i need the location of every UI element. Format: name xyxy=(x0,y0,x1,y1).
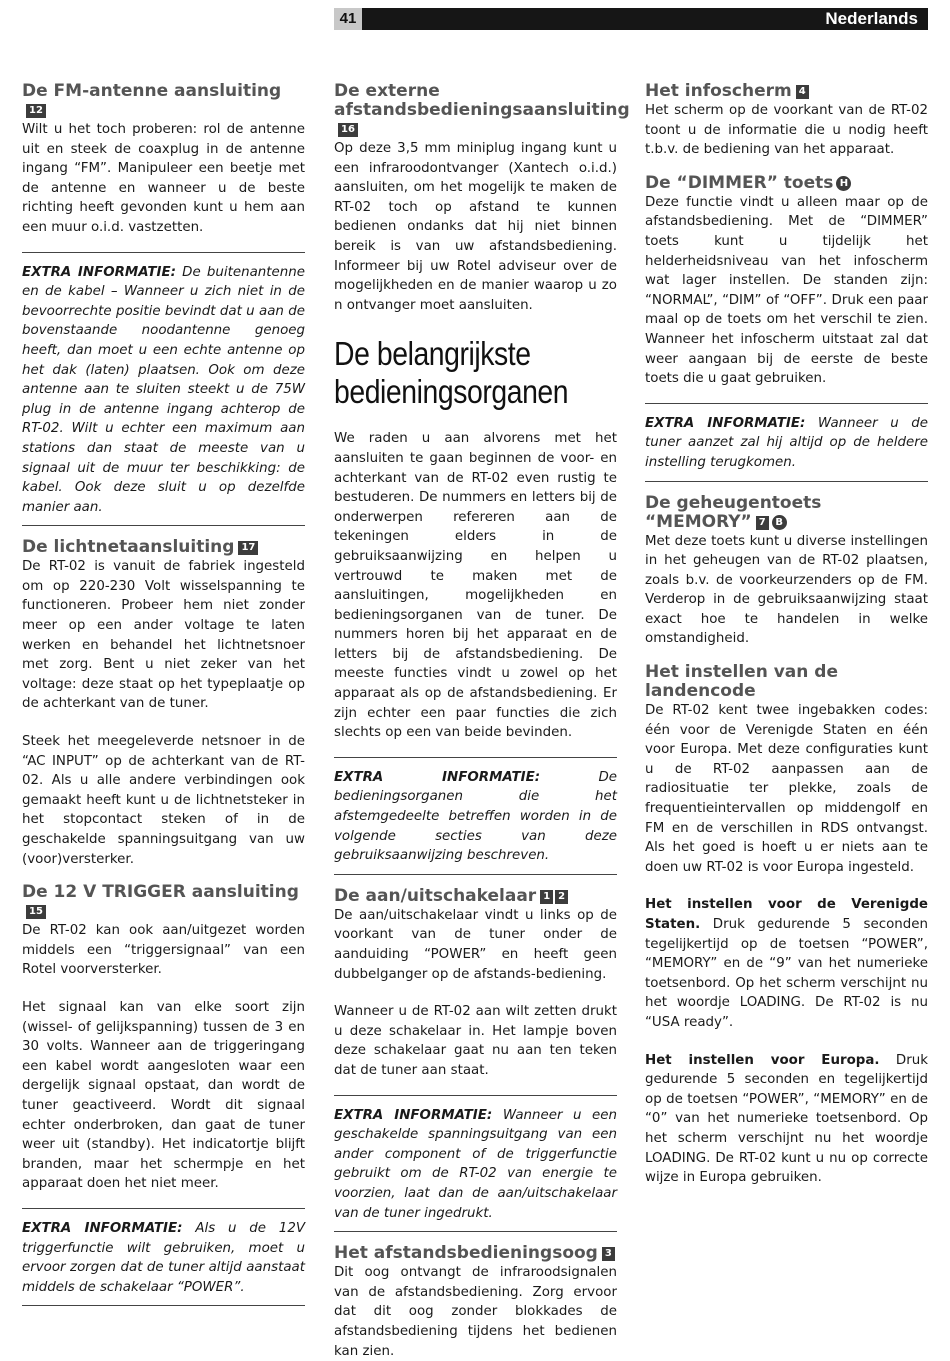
paragraph-lead: Het instellen voor de Verenigde Staten. xyxy=(645,897,928,932)
extra-info-note xyxy=(334,1095,617,1233)
extra-info-note xyxy=(334,757,617,875)
heading-text: De “DIMMER” toets xyxy=(645,172,834,193)
column-1 xyxy=(22,82,305,1318)
reference-badge: 12 xyxy=(26,104,46,118)
reference-badge-round: H xyxy=(836,176,851,191)
paragraph: De RT-02 kan ook aan/uitgezet worden middels een “triggersignaal” van een Rotel voorversterker. xyxy=(22,923,305,978)
heading-text: Het instellen van de landencode xyxy=(645,662,838,702)
paragraph: We raden u aan alvorens met het aansluiten te gaan beginnen de voor- en achterkant van de RT-02 even rustig te bestuderen. De nummers en letters bij de onderwerpen refereren aan de tekeningen elders in de gebruiksaanwijzing en helpen u vertrouwd te maken met de aansluitingen, mogelijkheden en bedieningsorganen van de tuner. De nummers horen bij het apparaat en de letters bij de afstandsbediening. De meeste functies vindt u zowel op het apparaat als op de afstandsbediening. Er zijn echter een paar functies die zich slechts op een van beide bevinden. xyxy=(334,431,617,741)
note-label: EXTRA INFORMATIE: xyxy=(645,415,806,431)
reference-badge: 17 xyxy=(238,541,258,555)
section-heading xyxy=(22,883,305,921)
section-heading xyxy=(22,538,305,557)
heading-text: De geheugentoets “MEMORY” xyxy=(645,492,822,532)
paragraph: Deze functie vindt u alleen maar op de afstandsbediening. Met de “DIMMER” toets kunt u tijdelijk het helderheidsniveau van het infoscherm wat lager instellen. De standen zijn: “NORMAL”, “DIM” of “OFF”. Druk een paar maal op de toets om het verschil te zien. Wanneer het infoscherm uitstaat zal dat weer aangaan bij de eerste de beste toets die u gaat gebruiken. xyxy=(645,194,928,387)
chapter-title: De belangrijkste bedieningsorganen xyxy=(334,335,569,411)
heading-text: De 12 V TRIGGER aansluiting xyxy=(22,882,299,903)
extra-info-note xyxy=(645,403,928,482)
note-label: EXTRA INFORMATIE: xyxy=(334,1107,493,1123)
heading-text: De externe afstandsbedieningsaansluiting xyxy=(334,81,630,120)
paragraph: Met deze toets kunt u diverse instellingen in het geheugen van de RT-02 plaatsen, zoals b.v. de voorkeurzenders op de FM. Verderop in de gebruiksaanwijzing staat exact hoe te handelen in welke omstandigheid. xyxy=(645,533,928,647)
paragraph: Wilt u het toch proberen: rol de antenne uit en steek de coaxplug in de antenne ingang “FM”. Manipuleer een beetje met de antenne en wanneer u de beste richting heeft gevonden kunt u hem aan een muur o.i.d. vastzetten. xyxy=(22,122,305,235)
paragraph: Wanneer u de RT-02 aan wilt zetten drukt u deze schakelaar in. Het lampje boven deze schakelaar gaat nu aan ten teken dat de tuner aan staat. xyxy=(334,1004,617,1078)
note-text: De bedieningsorganen die het afstemgedeelte betreffen worden in de volgende secties van deze gebruiksaanwijzing beschreven. xyxy=(334,769,617,864)
heading-text: De lichtnetaansluiting xyxy=(22,537,235,558)
heading-text: Het afstandsbedieningsoog xyxy=(334,1243,598,1264)
language-header: Nederlands xyxy=(362,8,928,30)
note-label: EXTRA INFORMATIE: xyxy=(334,769,541,785)
extra-info-note xyxy=(22,252,305,527)
paragraph: Het scherm op de voorkant van de RT-02 toont u de informatie die u nodig heeft t.b.v. de bediening van het apparaat. xyxy=(645,103,928,158)
note-text: Wanneer u een geschakelde spanningsuitgang van een ander component of de triggerfunctie gebruikt om de RT-02 van energie te voorzien, laat dan de aan/uitschakelaar van de tuner ingedrukt. xyxy=(334,1107,618,1221)
section-heading xyxy=(645,174,928,193)
column-2 xyxy=(334,81,630,1361)
section-heading xyxy=(334,887,617,906)
paragraph-lead: Het instellen voor Europa. xyxy=(645,1052,880,1068)
paragraph: De RT-02 kent twee ingebakken codes: één voor de Verenigde Staten en één voor Europa. Met deze configuraties kunt u de RT-02 aanpassen aan de radiosituatie ter plekke, zoals de frequentieintervallen op middengolf en FM en de verschillen in RDS ontvangst. Als het goed is hoeft u er niets aan te doen uw RT-02 is voor Europa ingesteld. xyxy=(645,703,928,875)
note-text: Wanneer u de tuner aanzet zal hij altijd op de heldere instelling terugkomen. xyxy=(645,415,929,470)
paragraph xyxy=(645,1051,928,1188)
reference-badge: 1 xyxy=(540,890,553,904)
reference-badge: 16 xyxy=(338,123,358,137)
reference-badge: 7 xyxy=(756,516,769,530)
paragraph: Dit oog ontvangt de infraroodsignalen van de afstandsbediening. Zorg ervoor dat dit oog zonder blokkades de afstandsbediening tijdens het bedienen kan zien. xyxy=(334,1265,617,1359)
note-text: Als u de 12V triggerfunctie wilt gebruiken, moet u ervoor zorgen dat de tuner altijd aanstaat middels de schakelaar “POWER”. xyxy=(22,1220,306,1295)
column-3 xyxy=(645,82,928,1188)
reference-badge: 4 xyxy=(796,85,809,99)
section-heading xyxy=(22,82,305,120)
note-text: De buitenantenne en de kabel – Wanneer u zich niet in de bevoorrechte positie bevindt dat u aan de bovenstaande noodantenne genoeg heeft, dan moet u een echte antenne op het dak (laten) plaatsen. Ook om deze antenne aan te sluiten steekt u de 75W plug in de antenne ingang achterop de RT-02. Wilt u echter een maximum aan stations dan staat de meeste van u signaal uit de muur ter beschikking: de kabel. Ook deze sluit u op dezelfde manier aan. xyxy=(22,264,305,515)
paragraph xyxy=(645,895,928,1032)
reference-badge-round: B xyxy=(772,515,787,530)
paragraph: Het signaal kan van elke soort zijn (wissel- of gelijkspanning) tussen de 3 en 30 volts. Wanneer aan de triggeringang een kabel wordt aangesloten waar een dergelijk signaal opstaat, dan wordt de tuner geactiveerd. Wordt dit signaal echter onderbroken, dan gaat de tuner weer uit (standby). Het indicatortje blijft branden, maar het schermpje en het apparaat doen het niet meer. xyxy=(22,999,305,1192)
heading-text: De aan/uitschakelaar xyxy=(334,885,537,906)
section-heading xyxy=(645,82,928,101)
paragraph: Op deze 3,5 mm miniplug ingang kunt u een infraroodontvanger (Xantech o.i.d.) aansluiten, om het mogelijk te maken de RT-02 toch op afstand te kunnen bedienen ondanks dat hij niet binnen bereik is van uw afstandsbediening. Informeer bij uw Rotel adviseur over de mogelijkheden en de manier waarop u zo n ontvanger moet aansluiten. xyxy=(334,141,617,313)
paragraph-text: Druk gedurende 5 seconden en tegelijkertijd op de toetsen “POWER”, “MEMORY” en de “0” van het numerieke toetsenbord. Op het scherm verschijnt nu het woordje LOADING. De RT-02 kunt u nu op correcte wijze in Europa gebruiken. xyxy=(645,1052,928,1186)
reference-badge: 2 xyxy=(555,890,568,904)
page-number: 41 xyxy=(334,8,362,30)
paragraph: De aan/uitschakelaar vindt u links op de voorkant van de tuner onder de aanduiding “POWER” en heeft geen dubbelganger op de afstands-bediening. xyxy=(334,907,617,982)
paragraph: De RT-02 is vanuit de fabriek ingesteld om op 220-230 Volt wisselspanning te functioneren. Probeer hem niet zonder meer op een ander voltage te laten werken en behandel het lichtnetsnoer met zorg. Bent u niet zeker van het voltage: deze staat op het typeplaatje op de achterkant van de tuner. xyxy=(22,559,305,712)
heading-text: De FM-antenne aansluiting xyxy=(22,81,282,101)
heading-text: Het infoscherm xyxy=(645,81,792,101)
note-label: EXTRA INFORMATIE: xyxy=(22,264,176,280)
extra-info-note xyxy=(22,1208,305,1306)
reference-badge: 15 xyxy=(26,905,46,919)
note-label: EXTRA INFORMATIE: xyxy=(22,1220,183,1236)
paragraph-text: Druk gedurende 5 seconden tegelijkertijd op de toetsen “POWER”, “MEMORY” en de “9” van het numerieke toetsenbord. Op het scherm verschijnt nu het woordje LOADING. De RT-02 is nu “USA ready”. xyxy=(645,917,928,1030)
reference-badge: 3 xyxy=(602,1247,615,1261)
section-heading xyxy=(334,81,630,139)
section-heading xyxy=(645,663,928,701)
section-heading xyxy=(645,494,928,532)
paragraph: Steek het meegeleverde netsnoer in de “AC INPUT” op de achterkant van de RT-02. Als u alle andere verbindingen ook gemaakt heeft kunt u de lichtnetsteker in het stopcontact steken of in de geschakelde spanningsuitgang van uw (voor)versterker. xyxy=(22,734,305,867)
section-heading xyxy=(334,1244,617,1263)
